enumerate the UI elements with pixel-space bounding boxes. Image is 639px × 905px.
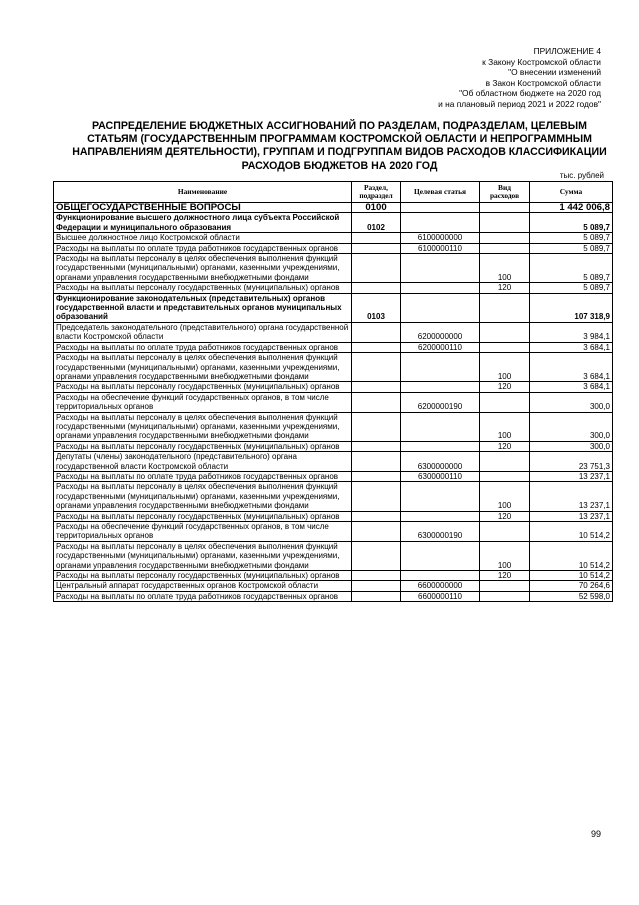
cell-name: Расходы на выплаты персоналу государственных (муниципальных) органов [54,511,352,521]
cell-article: 6300000110 [401,471,480,481]
cell-name: Расходы на выплаты персоналу государственных (муниципальных) органов [54,441,352,451]
cell-kind: 100 [480,412,530,441]
cell-kind [480,243,530,253]
cell-sum: 13 237,1 [530,482,613,511]
cell-article [401,203,480,213]
cell-kind: 120 [480,571,530,581]
cell-sum: 1 442 006,8 [530,203,613,213]
cell-kind [480,392,530,412]
cell-name: Депутаты (члены) законодательного (представительного) органа государственной власти Костромской области [54,452,352,472]
cell-name: Расходы на обеспечение функций государственных органов, в том числе территориальных органов [54,392,352,412]
cell-section [352,233,401,243]
title-line: НАПРАВЛЕНИЯМ ДЕЯТЕЛЬНОСТИ), ГРУППАМ И ПОДГРУППАМ ВИДОВ РАСХОДОВ КЛАССИФИКАЦИИ [72,146,607,159]
cell-kind [480,522,530,542]
cell-name: Расходы на выплаты персоналу государственных (муниципальных) органов [54,382,352,392]
column-header-sum: Сумма [530,182,613,203]
cell-sum: 70 264,6 [530,581,613,591]
title-line: РАСПРЕДЕЛЕНИЕ БЮДЖЕТНЫХ АССИГНОВАНИЙ ПО РАЗДЕЛАМ, ПОДРАЗДЕЛАМ, ЦЕЛЕВЫМ [92,120,587,132]
cell-kind: 100 [480,541,530,570]
cell-article [401,511,480,521]
cell-section [352,581,401,591]
cell-article: 6300000000 [401,452,480,472]
cell-section [352,441,401,451]
cell-kind: 120 [480,283,530,293]
cell-sum: 10 514,2 [530,541,613,570]
cell-name: Расходы на выплаты персоналу в целях обеспечения выполнения функций государственными (муниципальными) органами, казенными учреждениями, органами управления государственными внебюджетными фондами [54,541,352,570]
cell-article [401,293,480,322]
cell-name: Центральный аппарат государственных органов Костромской области [54,581,352,591]
cell-kind [480,452,530,472]
cell-article [401,254,480,283]
cell-section: 0102 [352,213,401,233]
cell-section [352,571,401,581]
title-line: РАСХОДОВ БЮДЖЕТОВ НА 2020 ГОД [241,159,438,172]
cell-section: 0103 [352,293,401,322]
cell-name: Расходы на выплаты по оплате труда работников государственных органов [54,243,352,253]
cell-name: Функционирование законодательных (представительных) органов государственной власти и представительных органов муниципальных образований [54,293,352,322]
table-row [54,283,613,293]
table-row [54,591,613,601]
cell-kind [480,233,530,243]
cell-kind: 120 [480,382,530,392]
cell-kind: 100 [480,353,530,382]
title-line: СТАТЬЯМ (ГОСУДАРСТВЕННЫМ ПРОГРАММАМ КОСТРОМСКОЙ ОБЛАСТИ И НЕПРОГРАММНЫМ [87,133,592,146]
cell-kind [480,213,530,233]
column-header-section [352,182,401,203]
cell-article: 6600000110 [401,591,480,601]
appendix-line: и на плановый период 2021 и 2022 годов" [438,98,601,109]
cell-sum: 3 684,1 [530,353,613,382]
table-row [54,203,613,213]
appendix-line: к Закону Костромской области [482,56,601,67]
table-row [54,322,613,342]
column-header-section-line: Раздел, [363,182,389,192]
column-header-kind-line: Вид [498,182,511,192]
cell-article: 6200000000 [401,322,480,342]
column-header-name: Наименование [54,182,352,203]
cell-name: Расходы на обеспечение функций государственных органов, в том числе территориальных органов [54,522,352,542]
table-row [54,482,613,511]
cell-section [352,283,401,293]
cell-name: Расходы на выплаты персоналу в целях обеспечения выполнения функций государственными (муниципальными) органами, казенными учреждениями, органами управления государственными внебюджетными фондами [54,254,352,283]
cell-sum: 23 751,3 [530,452,613,472]
budget-table [53,181,613,602]
cell-name: Функционирование высшего должностного лица субъекта Российской Федерации и муниципального образования [54,213,352,233]
cell-name: Высшее должностное лицо Костромской области [54,233,352,243]
cell-sum: 13 237,1 [530,471,613,481]
cell-name: Расходы на выплаты по оплате труда работников государственных органов [54,471,352,481]
cell-article: 6200000110 [401,342,480,352]
cell-section [352,511,401,521]
column-header-kind [480,182,530,203]
cell-sum: 5 089,7 [530,233,613,243]
cell-section [352,254,401,283]
table-row [54,293,613,322]
appendix-line: "Об областном бюджете на 2020 год [459,88,601,99]
cell-sum: 3 684,1 [530,342,613,352]
table-body [54,203,613,602]
cell-kind [480,203,530,213]
cell-section [352,522,401,542]
cell-article [401,541,480,570]
appendix-line: в Закон Костромской области [485,77,601,88]
cell-section [352,471,401,481]
table-row [54,382,613,392]
cell-article [401,412,480,441]
cell-sum: 300,0 [530,392,613,412]
cell-article [401,482,480,511]
cell-section [352,392,401,412]
table-row [54,243,613,253]
cell-name: Председатель законодательного (представительного) органа государственной власти Костромской области [54,322,352,342]
cell-sum: 5 089,7 [530,283,613,293]
cell-sum: 3 984,1 [530,322,613,342]
table-row [54,213,613,233]
cell-kind [480,293,530,322]
cell-article: 6100000000 [401,233,480,243]
cell-section [352,353,401,382]
column-header-section-line: подраздел [359,191,393,200]
appendix-line: ПРИЛОЖЕНИЕ 4 [533,46,601,56]
cell-article [401,441,480,451]
cell-name: Расходы на выплаты персоналу в целях обеспечения выполнения функций государственными (муниципальными) органами, казенными учреждениями, органами управления государственными внебюджетными фондами [54,353,352,382]
cell-name: Расходы на выплаты персоналу в целях обеспечения выполнения функций государственными (муниципальными) органами, казенными учреждениями, органами управления государственными внебюджетными фондами [54,482,352,511]
column-header-article: Целевая статья [401,182,480,203]
cell-sum: 5 089,7 [530,213,613,233]
cell-kind [480,322,530,342]
cell-sum: 300,0 [530,441,613,451]
cell-kind: 120 [480,511,530,521]
cell-name: Расходы на выплаты персоналу государственных (муниципальных) органов [54,283,352,293]
table-row [54,522,613,542]
cell-name: Расходы на выплаты персоналу государственных (муниципальных) органов [54,571,352,581]
cell-section [352,482,401,511]
cell-section [352,452,401,472]
cell-section [352,322,401,342]
table-row [54,541,613,570]
cell-kind [480,471,530,481]
table-row [54,353,613,382]
cell-article: 6200000190 [401,392,480,412]
cell-sum: 3 684,1 [530,382,613,392]
appendix-line: "О внесении изменений [508,67,601,78]
cell-section [352,591,401,601]
cell-kind: 100 [480,482,530,511]
cell-sum: 52 598,0 [530,591,613,601]
units-label: тыс. рублей [559,171,604,180]
cell-sum: 10 514,2 [530,571,613,581]
table-row [54,254,613,283]
document-title [70,120,609,173]
cell-name: Расходы на выплаты по оплате труда работников государственных органов [54,591,352,601]
table-row [54,571,613,581]
cell-section [352,382,401,392]
table-row [54,392,613,412]
table-row [54,342,613,352]
cell-article [401,283,480,293]
table-row [54,471,613,481]
cell-kind: 120 [480,441,530,451]
cell-article [401,382,480,392]
cell-name: ОБЩЕГОСУДАРСТВЕННЫЕ ВОПРОСЫ [54,203,352,213]
cell-kind [480,591,530,601]
cell-sum: 10 514,2 [530,522,613,542]
cell-kind [480,581,530,591]
cell-section [352,412,401,441]
table-row [54,441,613,451]
cell-sum: 300,0 [530,412,613,441]
appendix-note [438,46,601,110]
cell-article [401,213,480,233]
cell-article [401,353,480,382]
table-header-row [54,182,613,203]
cell-article: 6300000190 [401,522,480,542]
cell-sum: 5 089,7 [530,254,613,283]
cell-kind [480,342,530,352]
cell-section [352,541,401,570]
cell-section [352,243,401,253]
page-number: 99 [590,829,601,839]
table-row [54,233,613,243]
cell-name: Расходы на выплаты персоналу в целях обеспечения выполнения функций государственными (муниципальными) органами, казенными учреждениями, органами управления государственными внебюджетными фондами [54,412,352,441]
cell-sum: 5 089,7 [530,243,613,253]
cell-article: 6100000110 [401,243,480,253]
table-row [54,511,613,521]
cell-sum: 13 237,1 [530,511,613,521]
table-row [54,452,613,472]
cell-section [352,342,401,352]
table-row [54,412,613,441]
cell-article [401,571,480,581]
cell-sum: 107 318,9 [530,293,613,322]
table-row [54,581,613,591]
cell-article: 6600000000 [401,581,480,591]
cell-section: 0100 [352,203,401,213]
cell-kind: 100 [480,254,530,283]
cell-name: Расходы на выплаты по оплате труда работников государственных органов [54,342,352,352]
column-header-kind-line: расходов [489,191,520,200]
